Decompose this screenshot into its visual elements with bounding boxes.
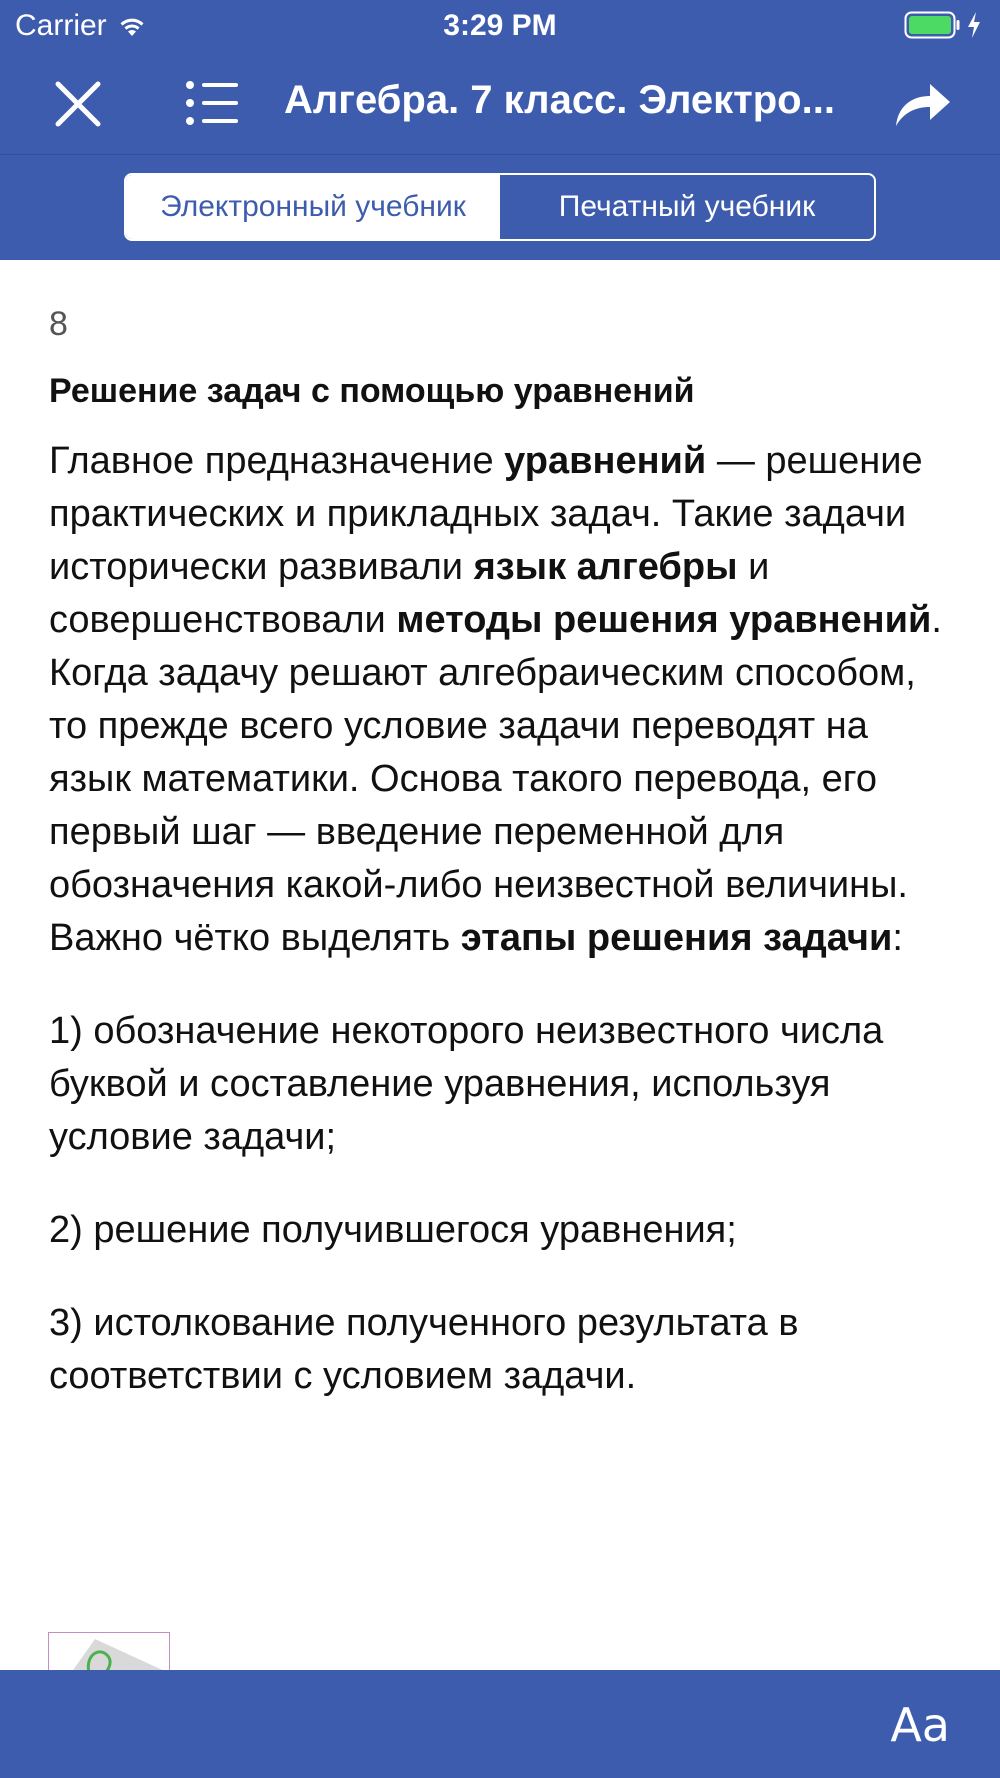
term-algebra-language: язык алгебры (473, 546, 738, 588)
tab-printed-book[interactable]: Печатный учебник (558, 190, 816, 223)
term-solving-stages: этапы решения задачи (460, 917, 893, 959)
illustration-image (49, 1633, 169, 1673)
term-equations: уравнений (504, 440, 707, 482)
intro-text: и совершенствовали (49, 546, 770, 641)
share-arrow-icon (892, 76, 952, 132)
list-icon (184, 78, 240, 128)
step-item: 1) обозначение некоторого неизвестного числа буквой и составление уравнения, используя условие задачи; (49, 1010, 884, 1158)
status-bar (0, 0, 1000, 50)
bottom-toolbar (0, 1670, 1000, 1778)
close-icon (50, 76, 106, 132)
content-area (49, 305, 949, 1403)
book-title: Алгебра. 7 класс. Электро... (284, 78, 835, 122)
carrier-label: Carrier (15, 9, 107, 42)
term-solving-methods: методы решения уравнений (396, 599, 932, 641)
font-size-button[interactable]: Aa (890, 1698, 950, 1752)
battery-icon (904, 11, 962, 39)
close-button[interactable] (50, 76, 106, 132)
table-of-contents-button[interactable] (184, 78, 240, 128)
section-heading: Решение задач с помощью уравнений (49, 372, 695, 410)
page-number: 8 (49, 305, 68, 343)
intro-text: Главное предназначение (49, 440, 505, 482)
segment-area (0, 155, 1000, 260)
intro-text: — решение практических и прикладных задач. Такие задачи исторически развивали (49, 440, 923, 588)
intro-paragraph (49, 435, 949, 965)
step-item: 3) истолкование полученного результата в соответствии с условием задачи. (49, 1302, 799, 1397)
tab-electronic-book[interactable]: Электронный учебник (126, 175, 500, 239)
intro-text: . Когда задачу решают алгебраическим способом, то прежде всего условие задачи переводят на язык математики. Основа такого перевода, его первый шаг — введение переменной для обозначения какой-либо неизвестной величины. Важно чётко выделять (49, 599, 942, 959)
intro-text: : (892, 917, 903, 959)
share-button[interactable] (892, 76, 952, 132)
charging-icon (966, 11, 982, 39)
nav-bar (0, 50, 1000, 155)
step-item: 2) решение получившегося уравнения; (49, 1209, 737, 1251)
illustration-thumbnail[interactable] (48, 1632, 170, 1673)
battery-group (904, 11, 982, 39)
status-time: 3:29 PM (443, 9, 557, 42)
book-mode-switch (124, 173, 876, 241)
